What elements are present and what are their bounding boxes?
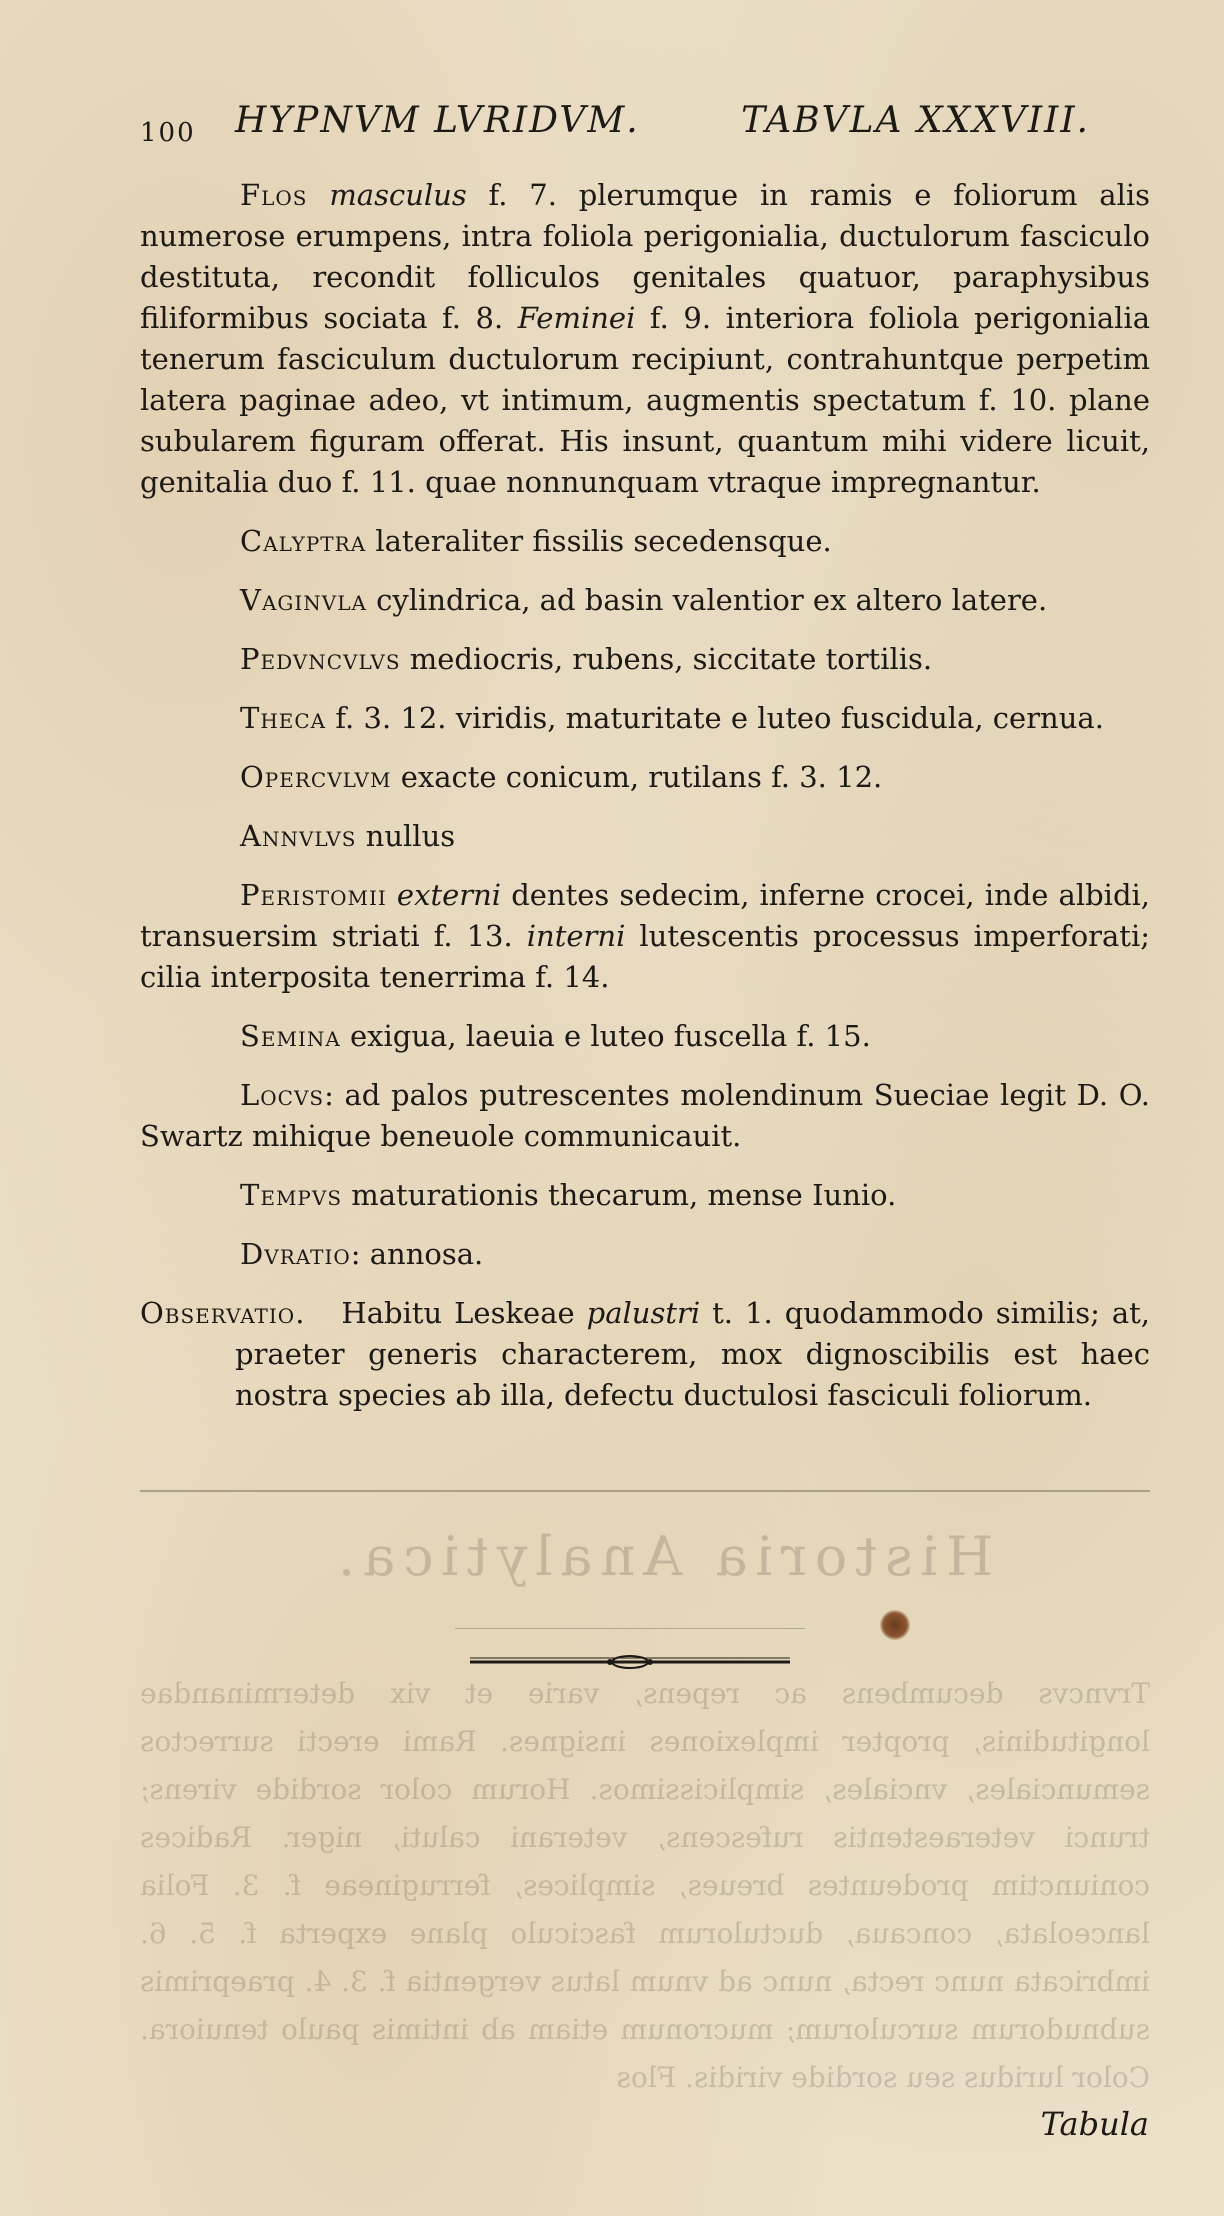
- term-peristomii: Peristomii: [240, 878, 387, 912]
- paragraph-peristomii: [140, 875, 1150, 998]
- observatio-text-b: t. 1. quodammodo similis; at, praeter generis characterem, mox dignoscibilis est haec nostra species ab illa, defectu ductulosi fasciculi foliorum.: [235, 1296, 1151, 1412]
- bleed-through-heading: Historia Analytica.: [330, 1525, 994, 1588]
- paragraph-duratio: [140, 1234, 1150, 1275]
- term-feminei: Feminei: [517, 301, 636, 335]
- main-text: [140, 175, 1150, 1434]
- peristomii-text-a: dentes sedecim, inferne crocei, inde albidi, transuersim striati f. 13.: [140, 878, 1151, 953]
- paragraph-operculum: [140, 757, 1150, 798]
- paragraph-vaginula: [140, 580, 1150, 621]
- operculum-text: exacte conicum, rutilans f. 3. 12.: [400, 760, 883, 794]
- running-header: [140, 100, 1090, 160]
- flos-text-a: f. 7. plerumque in ramis e foliorum alis numerose erumpens, intra foliola perigonialia, ductulorum fasciculo destituta, recondit folliculos genitales quatuor, paraphysibus filiformibus sociata f. 8.: [140, 178, 1151, 335]
- paragraph-tempus: [140, 1175, 1150, 1216]
- term-interni: interni: [526, 919, 626, 953]
- paragraph-observatio: [140, 1293, 1150, 1416]
- annulus-text: nullus: [365, 819, 456, 853]
- section-divider: [140, 1490, 1150, 1492]
- paragraph-calyptra: [140, 521, 1150, 562]
- bleed-through-text: Trvncvs decumbens ac repens, varie et vix determinandae longitudinis, propter implexiones insignes. Rami erecti surrectos semunciales, vnciales, simplicissimos. Horum color sordide virens; trunci veteraestentis rufescens, veterani caluti, niger. Radices coniunctim prodeuntes breues, simplices, ferrugineae f. 3. Folia lanceolata, concaua, ductulorum fasciculo plane experta f. 5. 6. imbricata nunc recta, nunc ad vnum latus vergentia f. 3. 4. praeprimis subnudorum surculorum; mucronum etiam ab intimis paulo tenuiora. Color luridus seu sordide viridis. Flos: [140, 1677, 1150, 2094]
- catchword: Tabula: [1040, 2105, 1149, 2143]
- vaginula-text: cylindrica, ad basin valentior ex altero latere.: [376, 583, 1048, 617]
- term-semina: Semina: [240, 1019, 341, 1053]
- term-flos: Flos: [240, 178, 308, 212]
- semina-text: exigua, laeuia e luteo fuscella f. 15.: [350, 1019, 871, 1053]
- theca-text: f. 3. 12. viridis, maturitate e luteo fuscidula, cernua.: [335, 701, 1104, 735]
- locus-text: : ad palos putrescentes molendinum Sueciae legit D. O. Swartz mihique beneuole communicauit.: [140, 1078, 1150, 1153]
- peristomii-text-b: lutescentis processus imperforati; cilia interposita tenerrima f. 14.: [140, 919, 1151, 994]
- term-annulus: Annvlvs: [240, 819, 357, 853]
- ink-stain: [880, 1610, 910, 1640]
- species-title: HYPNVM LVRIDVM.: [235, 100, 640, 141]
- term-externi: externi: [396, 878, 502, 912]
- term-masculus: masculus: [329, 178, 467, 212]
- term-palustri: palustri: [586, 1296, 701, 1330]
- term-observatio: Observatio.: [140, 1296, 306, 1330]
- flos-text-b: f. 9. interiora foliola perigonialia tenerum fasciculum ductulorum recipiunt, contrahuntque perpetim latera paginae adeo, vt intimum, augmentis spectatum f. 10. plane subularem figuram offerat. His insunt, quantum mihi videre licuit, genitalia duo f. 11. quae nonnunquam vtraque impregnantur.: [140, 301, 1150, 499]
- paragraph-flos: [140, 175, 1150, 503]
- term-theca: Theca: [240, 701, 327, 735]
- paragraph-locus: [140, 1075, 1150, 1157]
- term-calyptra: Calyptra: [240, 524, 367, 558]
- term-duratio: Dvratio: [240, 1237, 351, 1271]
- calyptra-text: lateraliter fissilis secedensque.: [375, 524, 832, 558]
- term-pedunculus: Pedvncvlvs: [240, 642, 401, 676]
- paragraph-theca: [140, 698, 1150, 739]
- paragraph-pedunculus: [140, 639, 1150, 680]
- plate-reference: TABVLA XXXVIII.: [741, 100, 1090, 141]
- paragraph-annulus: [140, 816, 1150, 857]
- tempus-text: maturationis thecarum, mense Iunio.: [351, 1178, 897, 1212]
- term-tempus: Tempvs: [240, 1178, 343, 1212]
- pedunculus-text: mediocris, rubens, siccitate tortilis.: [409, 642, 933, 676]
- paragraph-semina: [140, 1016, 1150, 1057]
- term-operculum: Opercvlvm: [240, 760, 392, 794]
- bleed-through-rule: [455, 1628, 805, 1629]
- term-locus: Locvs: [240, 1078, 325, 1112]
- term-vaginula: Vaginvla: [240, 583, 367, 617]
- observatio-text-a: Habitu Leskeae: [341, 1296, 575, 1330]
- page-number: 100: [140, 118, 196, 148]
- duratio-text: : annosa.: [350, 1237, 484, 1271]
- ornament-rule: [470, 1655, 790, 1669]
